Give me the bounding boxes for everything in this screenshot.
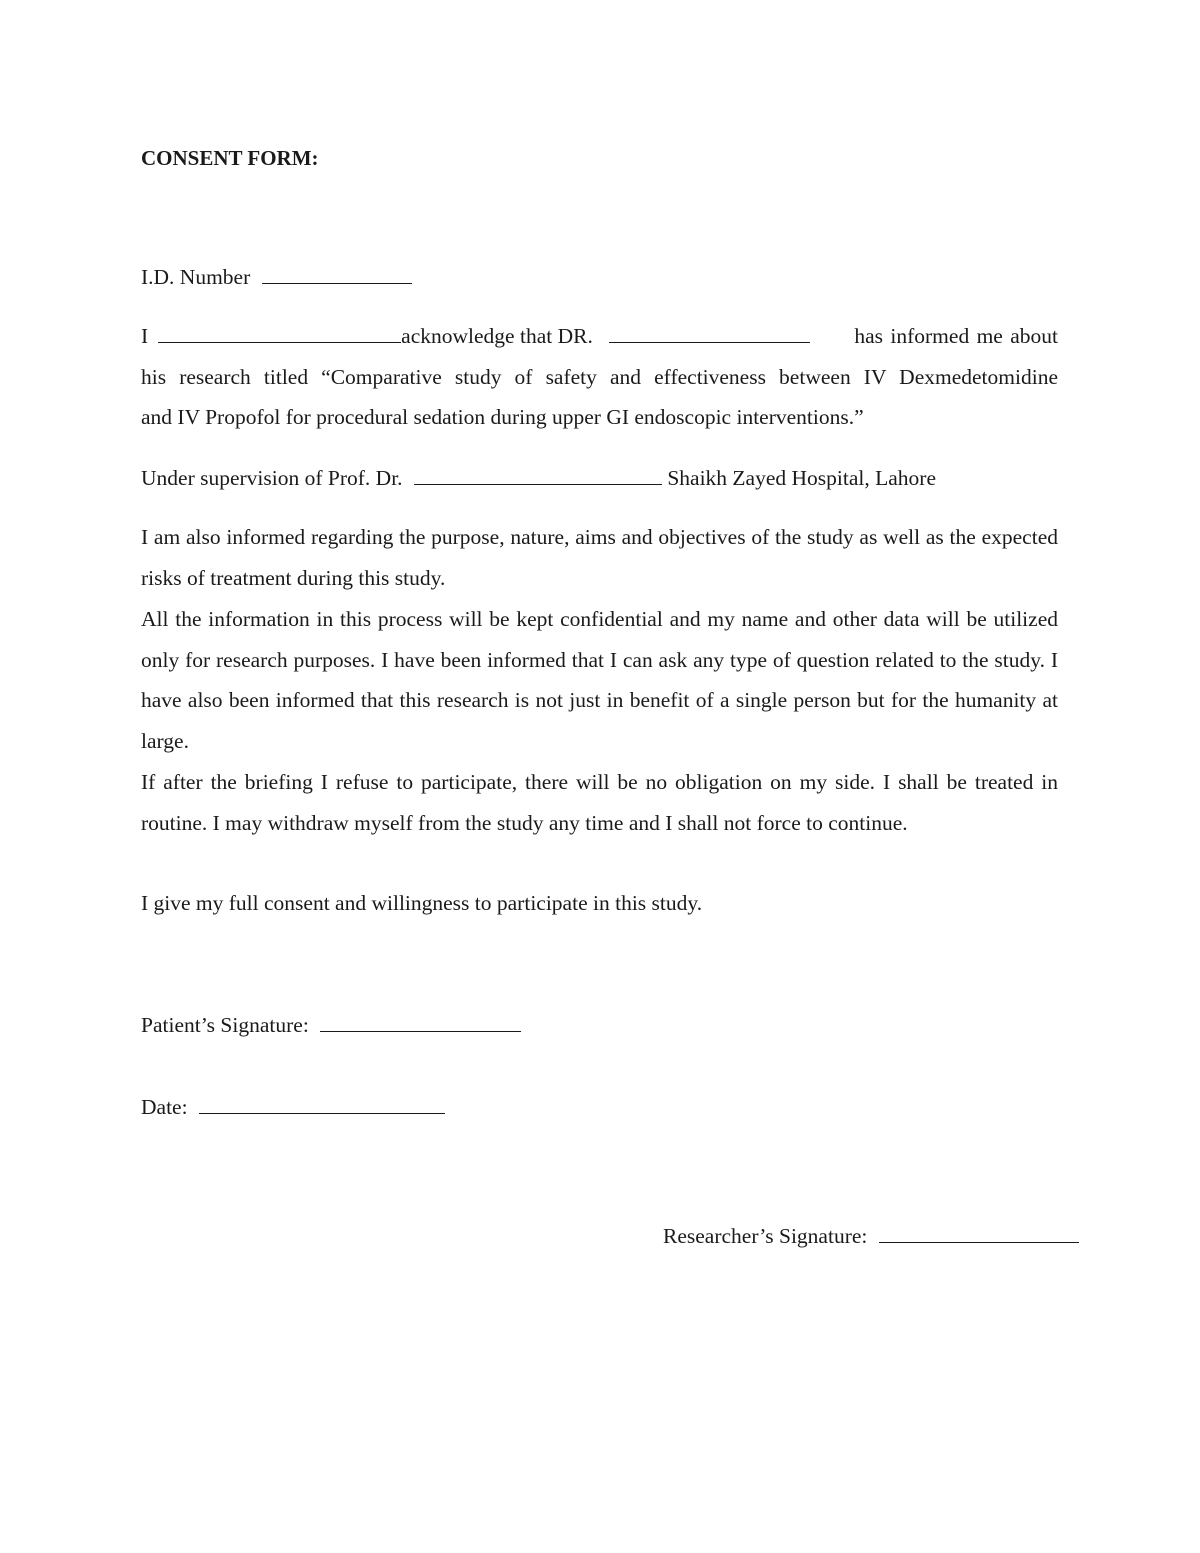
informed-paragraph: I am also informed regarding the purpose, nature, aims and objectives of the study as well as the expected risks of treatment during this study. (141, 525, 1058, 590)
supervision-row (141, 463, 1058, 493)
id-number-field[interactable] (262, 265, 412, 284)
researcher-signature-label: Researcher’s Signature: (663, 1224, 868, 1248)
id-number-row (141, 262, 1058, 292)
participant-name-field[interactable] (158, 324, 401, 343)
consent-statement: I give my full consent and willingness to participate in this study. (141, 891, 703, 915)
doctor-name-field[interactable] (609, 324, 810, 343)
patient-signature-row (141, 1010, 521, 1040)
date-row (141, 1092, 445, 1122)
researcher-signature-field[interactable] (879, 1224, 1079, 1243)
supervision-prefix: Under supervision of Prof. Dr. (141, 466, 403, 490)
confidentiality-paragraph: All the information in this process will be kept confidential and my name and other data will be utilized only for research purposes. I have been informed that I can ask any type of question related to the study. I have also been informed that this research is not just in benefit of a single person but for the humanity at large. (141, 607, 1058, 754)
ack-suffix: has informed me about (854, 324, 1058, 348)
research-title-line-1: his research titled “Comparative study of safety and effectiveness between IV Dexmedetomidine (141, 365, 1058, 389)
supervisor-name-field[interactable] (414, 466, 662, 485)
ack-middle: acknowledge that DR. (401, 324, 593, 348)
id-number-label: I.D. Number (141, 265, 251, 289)
research-title-line-2: and IV Propofol for procedural sedation during upper GI endoscopic interventions.” (141, 405, 864, 429)
refusal-paragraph: If after the briefing I refuse to participate, there will be no obligation on my side. I shall be treated in routine. I may withdraw myself from the study any time and I shall not force to continue. (141, 770, 1058, 835)
date-label: Date: (141, 1095, 188, 1119)
acknowledge-row (141, 321, 1058, 351)
ack-prefix: I (141, 324, 149, 348)
supervision-suffix: Shaikh Zayed Hospital, Lahore (667, 466, 936, 490)
researcher-signature-row (663, 1221, 1079, 1251)
patient-signature-field[interactable] (320, 1013, 521, 1032)
form-title: CONSENT FORM: (141, 146, 319, 170)
patient-signature-label: Patient’s Signature: (141, 1013, 309, 1037)
date-field[interactable] (199, 1095, 445, 1114)
